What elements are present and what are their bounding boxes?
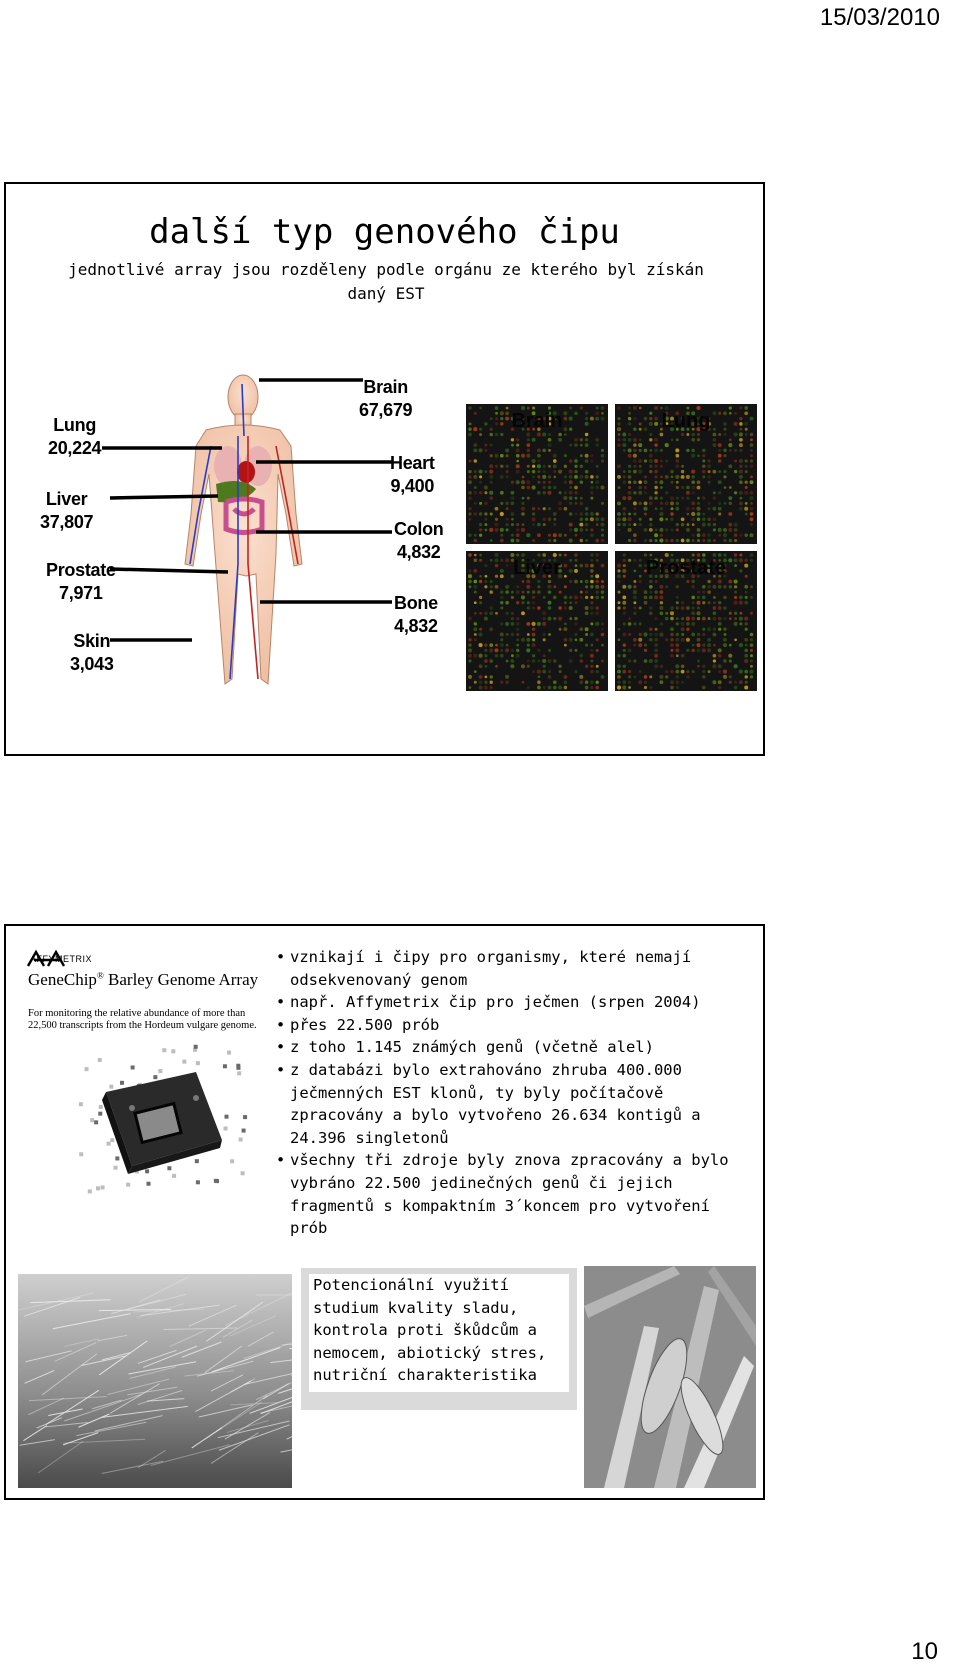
logo-tagline: For monitoring the relative abundance of more than 22,500 transcripts from the Hordeum vulgare genome. (28, 1008, 257, 1031)
logo-brand: AFFYMETRIX (30, 954, 93, 964)
slide-subtitle: jednotlivé array jsou rozděleny podle orgánu ze kterého byl získán daný EST (68, 260, 704, 303)
organ-label-heart: Heart 9,400 (390, 453, 435, 496)
header-date: 15/03/2010 (819, 4, 940, 31)
heart-illustration (237, 461, 255, 483)
genechip-cartridge-illustration (46, 1036, 256, 1196)
slide-barley-genechip (4, 924, 765, 1500)
organ-label-liver: Liver 37,807 (40, 489, 94, 532)
microarray-liver: Liver (466, 551, 608, 691)
microarray-lung: Lung (615, 404, 757, 544)
organ-label-brain: Brain 67,679 (359, 377, 413, 420)
barley-field-photo (18, 1274, 292, 1488)
organ-label-prostate: Prostate 7,971 (46, 560, 116, 603)
organ-label-skin: Skin 3,043 (70, 631, 114, 674)
bullet-list (276, 946, 756, 1240)
logo-product: GeneChip® Barley Genome Array (28, 970, 259, 989)
bullet-item: • např. Affymetrix čip pro ječmen (srpen 2004) (276, 991, 756, 1014)
usage-text: Potencionální využití studium kvality sladu, kontrola proti škůdcům a nemocem, abiotický stres, nutriční charakteristika (309, 1274, 569, 1392)
bullet-item: • vznikají i čipy pro organismy, které nemají odsekvenovaný genom (276, 946, 756, 991)
bullet-item: • přes 22.500 prób (276, 1014, 756, 1037)
organ-label-lung: Lung 20,224 (48, 415, 102, 458)
bullet-item: • z databázi bylo extrahováno zhruba 400.000 ječmenných EST klonů, ty byly počítačově zpracovány a bylo vytvořeno 26.634 kontigů a 24.396 singletonů (276, 1059, 756, 1149)
organ-label-colon: Colon 4,832 (394, 519, 444, 562)
slide-genechip-organs (4, 182, 765, 756)
microarray-prostate: Prostate (615, 551, 757, 691)
microarray-brain: Brain (466, 404, 608, 544)
organ-label-bone: Bone 4,832 (394, 593, 438, 636)
usage-box (301, 1268, 577, 1410)
bullet-item: • z toho 1.145 známých genů (včetně alel) (276, 1036, 756, 1059)
bullet-item: • všechny tři zdroje byly znova zpracovány a bylo vybráno 22.500 jedinečných genů či jejich fragmentů s kompaktním 3´koncem pro vytvoření prób (276, 1149, 756, 1239)
slide-title: další typ genového čipu (149, 212, 620, 252)
barley-spike-photo (584, 1266, 756, 1488)
page-number: 10 (911, 1638, 938, 1665)
